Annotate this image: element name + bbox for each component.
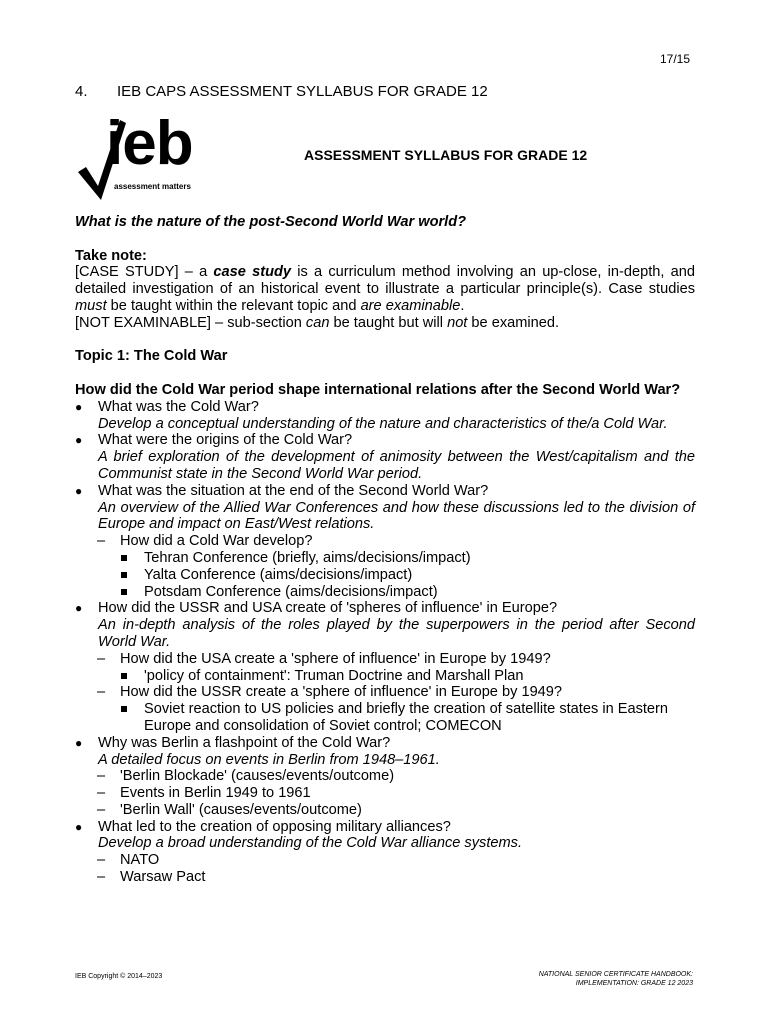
square-bullet-icon <box>121 673 127 679</box>
logo-tagline: assessment matters <box>114 182 191 191</box>
list-subitem: – NATO <box>97 852 160 869</box>
list-item: ● What was the Cold War? Develop a conceptual understanding of the nature and characteristics of the/a Cold War. <box>75 398 668 432</box>
dash-icon: – <box>97 785 106 802</box>
list-subitem: – Warsaw Pact <box>97 869 206 886</box>
ieb-logo <box>76 109 218 204</box>
bullet-icon: ● <box>75 735 83 750</box>
footer-handbook <box>539 970 693 988</box>
list-subitem: – 'Berlin Wall' (causes/events/outcome) <box>97 801 362 818</box>
case-study-note: [CASE STUDY] – a case study is a curriculum method involving an up-close, in-depth, and detailed investigation of an historical event to illustrate a particular principle(s). Case studies must be taught within the relevant topic and are examinable. <box>75 264 695 314</box>
list-subitem: – How did the USSR create a 'sphere of influence' in Europe by 1949? <box>97 684 563 701</box>
footer-line-1: NATIONAL SENIOR CERTIFICATE HANDBOOK: <box>538 971 693 978</box>
square-bullet-icon <box>121 572 127 578</box>
key-question: How did the Cold War period shape international relations after the Second World War? <box>75 381 681 398</box>
list-item: ● What were the origins of the Cold War? A brief exploration of the development of animosity between the West/capitalism and the Communist state in the Second World War period. <box>75 432 695 482</box>
bullet-icon: ● <box>75 819 83 834</box>
dash-icon: – <box>97 650 106 667</box>
list-item: ● Why was Berlin a flashpoint of the Cold War? A detailed focus on events in Berlin from 1948–1961. <box>75 734 440 768</box>
topic-heading: Topic 1: The Cold War <box>75 348 228 365</box>
not-examinable-note: [NOT EXAMINABLE] – sub-section can be taught but will not be examined. <box>75 314 560 331</box>
guiding-question: What is the nature of the post-Second World War world? <box>75 214 467 230</box>
take-note-heading: Take note: <box>75 247 147 264</box>
list-item: ● What was the situation at the end of the Second World War? An overview of the Allied War Conferences and how these discussions led to the division of Europe and impact on East/West relations. <box>75 482 695 533</box>
bullet-icon: ● <box>75 483 83 498</box>
syllabus-list <box>75 399 695 886</box>
section-heading <box>75 83 488 100</box>
page-number: 17/15 <box>660 52 691 66</box>
footer-copyright: IEB Copyright © 2014–2023 <box>75 973 163 980</box>
list-subsubitem: Tehran Conference (briefly, aims/decisions/impact) <box>75 550 695 567</box>
section-title: IEB CAPS ASSESSMENT SYLLABUS FOR GRADE 12 <box>117 83 488 100</box>
dash-icon: – <box>97 684 106 701</box>
bullet-icon: ● <box>75 433 83 448</box>
bullet-icon: ● <box>75 399 83 414</box>
dash-icon: – <box>97 852 106 869</box>
syllabus-content <box>75 214 695 886</box>
document-title: ASSESSMENT SYLLABUS FOR GRADE 12 <box>304 147 588 163</box>
list-item: ● What led to the creation of opposing military alliances? Develop a broad understanding of the Cold War alliance systems. <box>75 818 522 852</box>
footer-line-2: IMPLEMENTATION: GRADE 12 2023 <box>575 980 693 987</box>
square-bullet-icon <box>121 555 127 561</box>
dash-icon: – <box>97 533 106 550</box>
section-number: 4. <box>75 83 88 100</box>
list-subitem: – How did the USA create a 'sphere of influence' in Europe by 1949? <box>97 650 551 667</box>
list-subsubitem: Soviet reaction to US policies and briefly the creation of satellite states in Eastern Europe and consolidation of Soviet control; COMECON <box>75 701 695 735</box>
square-bullet-icon <box>121 589 127 595</box>
bullet-icon: ● <box>75 601 83 616</box>
list-subitem: – 'Berlin Blockade' (causes/events/outcome) <box>97 768 395 785</box>
dash-icon: – <box>97 768 106 785</box>
list-subsubitem: 'policy of containment': Truman Doctrine and Marshall Plan <box>75 668 695 685</box>
square-bullet-icon <box>121 706 127 712</box>
list-item: ● How did the USSR and USA create of 'spheres of influence' in Europe? An in-depth analysis of the roles played by the superpowers in the period after Second World War. <box>75 600 695 650</box>
dash-icon: – <box>97 801 106 818</box>
list-subsubitem: Potsdam Conference (aims/decisions/impact) <box>75 584 695 601</box>
list-subitem: – How did a Cold War develop? <box>97 533 313 550</box>
list-subsubitem: Yalta Conference (aims/decisions/impact) <box>75 567 695 584</box>
list-subitem: – Events in Berlin 1949 to 1961 <box>97 785 311 802</box>
dash-icon: – <box>97 869 106 886</box>
logo-wordmark: ieb <box>106 109 193 178</box>
